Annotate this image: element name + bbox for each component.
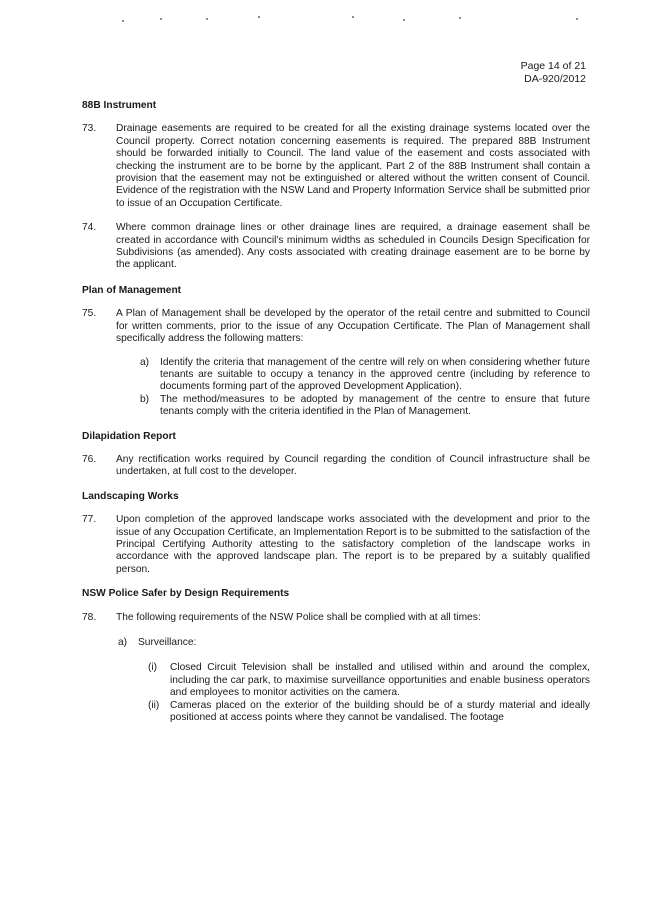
scan-speck (576, 18, 578, 20)
clause-text: A Plan of Management shall be developed by the operator of the retail centre and submitted to Council for written comments, prior to the issue of any Occupation Certificate. The Plan of Management shall specifically address the following matters: (116, 308, 590, 345)
reference-number: DA-920/2012 (524, 73, 586, 85)
clause-text: Where common drainage lines or other drainage lines are required, a drainage easement shall be created in accordance with Council's minimum widths as scheduled in Councils Design Specification for Subdivisions (as amended). Any costs associated with creating drainage easement are to be borne by the applicant. (116, 222, 590, 271)
sub-item-text: Cameras placed on the exterior of the building should be of a sturdy material and ideally positioned at access points where they cannot be vandalised. The footage (170, 699, 590, 724)
clause-78 (82, 612, 590, 624)
sub-item-letter: b) (140, 393, 150, 405)
section-heading: Landscaping Works (82, 490, 179, 502)
clause-number: 75. (82, 308, 97, 320)
sub-item-text: Identify the criteria that management of the centre will rely on when considering whether future tenants are suitable to occupy a tenancy in the approved centre (including by reference to documents forming part of the approved Development Application). (160, 356, 590, 393)
clause-number: 73. (82, 123, 97, 135)
section-heading: 88B Instrument (82, 100, 157, 111)
scan-speck (459, 17, 461, 19)
page-number: Page 14 of 21 (520, 60, 586, 72)
clause-number: 78. (82, 611, 97, 623)
section-heading: Plan of Management (82, 284, 182, 296)
sub-item-letter: a) (118, 637, 128, 648)
clause-76 (82, 454, 590, 479)
document-body (82, 100, 590, 724)
section-heading: Dilapidation Report (82, 430, 176, 442)
clause-text: Drainage easements are required to be created for all the existing drainage systems located over the Council property. Correct notation concerning easements is required. The prepared 88B Instrument should be forwarded initially to Council. The land value of the easement and costs associated with checking the instrument are to be borne by the applicant. Part 2 of the 88B Instrument shall contain a provision that the easement may not be extinguished or altered without the written consent of Council. Evidence of the registration with the NSW Land and Property Information Service shall be submitted prior to issue of an Occupation Certificate. (116, 123, 590, 209)
scan-speck (122, 20, 124, 22)
sub-item-a (140, 357, 590, 394)
clause-text: Upon completion of the approved landscape works associated with the development and prior to the issue of any Occupation Certificate, an Implementation Report is to be submitted to the satisfaction of the Principal Certifying Authority attesting to the satisfactory completion of the landscape works in accordance with the approved landscape plan. The report is to be prepared by a suitably qualified person. (116, 514, 590, 575)
clause-text: The following requirements of the NSW Police shall be complied with at all times: (116, 611, 481, 623)
sub-item-i (148, 662, 590, 699)
scan-speck (258, 16, 260, 18)
sub-item-b (140, 394, 590, 419)
sub-item-a (118, 637, 590, 649)
sub-item-letter: a) (140, 356, 150, 368)
clause-77 (82, 514, 590, 576)
scan-speck (352, 16, 354, 18)
sub-item-text: Closed Circuit Television shall be installed and utilised within and around the complex, including the car park, to maximise surveillance opportunities and enable business operators and employees to monitor activities on the camera. (170, 662, 590, 699)
clause-text: Any rectification works required by Council regarding the condition of Council infrastructure shall be undertaken, at full cost to the developer. (116, 453, 590, 478)
sub-item-ii (148, 700, 590, 725)
clause-number: 77. (82, 514, 97, 526)
sub-item-text: The method/measures to be adopted by management of the centre to ensure that future tenants comply with the criteria identified in the Plan of Management. (160, 393, 590, 418)
clause-number: 74. (82, 222, 97, 234)
clause-number: 76. (82, 453, 97, 465)
scan-speck (403, 19, 405, 21)
section-heading: NSW Police Safer by Design Requirements (82, 588, 290, 600)
clause-75 (82, 308, 590, 345)
roman-numeral: (i) (148, 662, 158, 674)
page-header (521, 60, 586, 86)
scan-speck (160, 18, 162, 20)
scan-speck (206, 18, 208, 20)
roman-numeral: (ii) (148, 699, 160, 711)
clause-73 (82, 123, 590, 210)
clause-74 (82, 222, 590, 272)
sub-item-text: Surveillance: (138, 637, 197, 648)
